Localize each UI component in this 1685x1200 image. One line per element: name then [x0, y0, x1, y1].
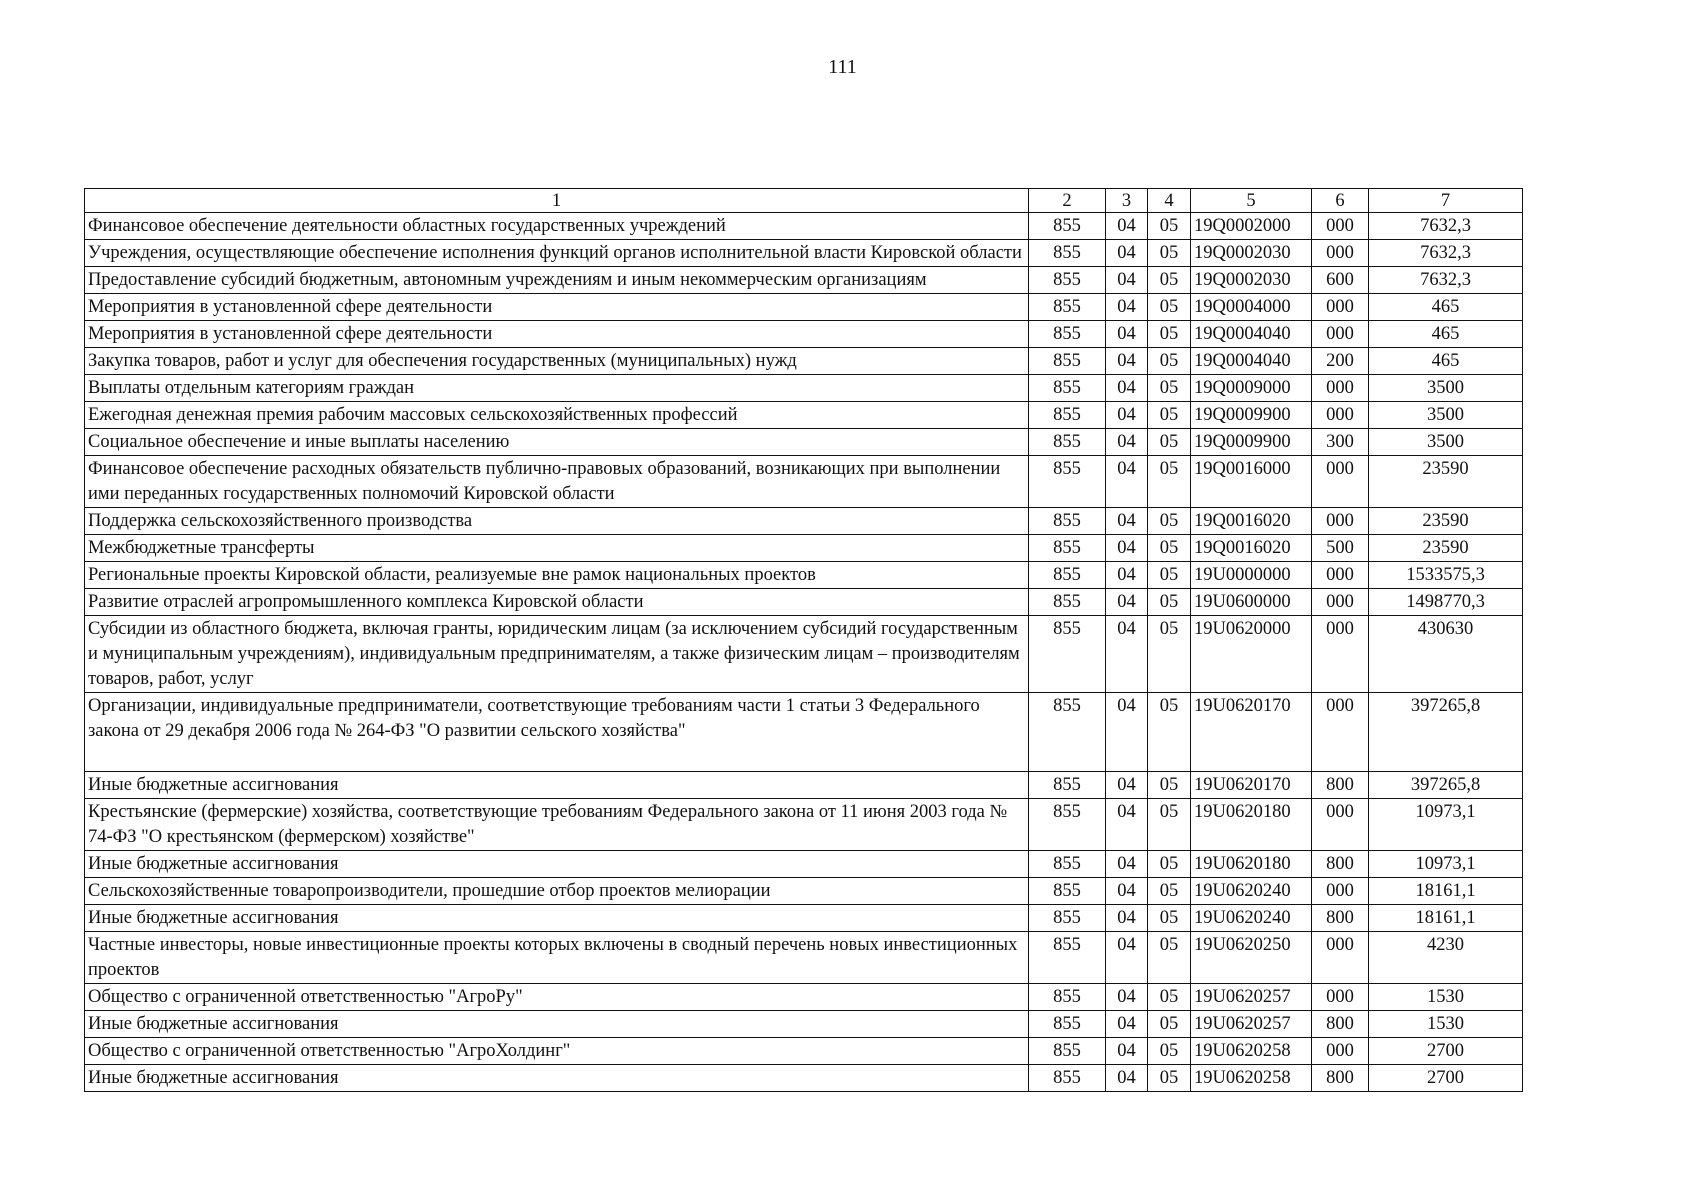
row-target-article: 19Q0002030	[1191, 240, 1312, 267]
row-expense-type: 300	[1312, 429, 1369, 456]
row-section: 04	[1106, 1038, 1148, 1065]
row-name: Мероприятия в установленной сфере деятельности	[85, 321, 1029, 348]
table-row	[85, 878, 1523, 905]
row-subsection: 05	[1148, 321, 1191, 348]
row-ministry-code: 855	[1029, 562, 1106, 589]
row-section: 04	[1106, 348, 1148, 375]
row-name: Сельскохозяйственные товаропроизводители, прошедшие отбор проектов мелиорации	[85, 878, 1029, 905]
row-subsection: 05	[1148, 1038, 1191, 1065]
row-section: 04	[1106, 984, 1148, 1011]
row-amount: 10973,1	[1369, 851, 1523, 878]
column-header: 5	[1191, 189, 1312, 213]
row-subsection: 05	[1148, 348, 1191, 375]
row-subsection: 05	[1148, 562, 1191, 589]
row-section: 04	[1106, 589, 1148, 616]
row-target-article: 19U0620240	[1191, 878, 1312, 905]
row-ministry-code: 855	[1029, 905, 1106, 932]
row-name: Мероприятия в установленной сфере деятельности	[85, 294, 1029, 321]
table-row	[85, 240, 1523, 267]
row-amount: 465	[1369, 321, 1523, 348]
row-ministry-code: 855	[1029, 402, 1106, 429]
row-ministry-code: 855	[1029, 456, 1106, 508]
row-subsection: 05	[1148, 267, 1191, 294]
row-expense-type: 000	[1312, 240, 1369, 267]
row-section: 04	[1106, 616, 1148, 693]
table-row	[85, 562, 1523, 589]
table-row	[85, 851, 1523, 878]
row-section: 04	[1106, 878, 1148, 905]
row-ministry-code: 855	[1029, 616, 1106, 693]
row-section: 04	[1106, 693, 1148, 772]
row-section: 04	[1106, 213, 1148, 240]
column-header: 3	[1106, 189, 1148, 213]
row-target-article: 19Q0004040	[1191, 348, 1312, 375]
row-amount: 1498770,3	[1369, 589, 1523, 616]
row-ministry-code: 855	[1029, 1065, 1106, 1092]
row-ministry-code: 855	[1029, 693, 1106, 772]
row-name: Иные бюджетные ассигнования	[85, 905, 1029, 932]
row-ministry-code: 855	[1029, 321, 1106, 348]
row-amount: 2700	[1369, 1038, 1523, 1065]
row-ministry-code: 855	[1029, 878, 1106, 905]
row-amount: 1533575,3	[1369, 562, 1523, 589]
row-name: Межбюджетные трансферты	[85, 535, 1029, 562]
row-expense-type: 600	[1312, 267, 1369, 294]
row-amount: 23590	[1369, 456, 1523, 508]
row-amount: 465	[1369, 294, 1523, 321]
row-target-article: 19Q0009900	[1191, 429, 1312, 456]
row-name: Социальное обеспечение и иные выплаты населению	[85, 429, 1029, 456]
row-name: Учреждения, осуществляющие обеспечение исполнения функций органов исполнительной власти Кировской области	[85, 240, 1029, 267]
row-expense-type: 000	[1312, 799, 1369, 851]
row-target-article: 19U0620180	[1191, 799, 1312, 851]
row-target-article: 19U0620000	[1191, 616, 1312, 693]
row-expense-type: 000	[1312, 375, 1369, 402]
row-subsection: 05	[1148, 799, 1191, 851]
row-subsection: 05	[1148, 294, 1191, 321]
row-section: 04	[1106, 535, 1148, 562]
row-section: 04	[1106, 294, 1148, 321]
header-row	[85, 189, 1523, 213]
table-row	[85, 772, 1523, 799]
row-section: 04	[1106, 508, 1148, 535]
table-row	[85, 213, 1523, 240]
row-amount: 18161,1	[1369, 878, 1523, 905]
row-amount: 3500	[1369, 375, 1523, 402]
row-ministry-code: 855	[1029, 535, 1106, 562]
table-row	[85, 905, 1523, 932]
row-subsection: 05	[1148, 905, 1191, 932]
row-ministry-code: 855	[1029, 267, 1106, 294]
row-target-article: 19Q0016000	[1191, 456, 1312, 508]
row-ministry-code: 855	[1029, 240, 1106, 267]
row-name: Крестьянские (фермерские) хозяйства, соответствующие требованиям Федерального закона от 11 июня 2003 года № 74-ФЗ "О крестьянском (фермерском) хозяйстве"	[85, 799, 1029, 851]
row-expense-type: 000	[1312, 294, 1369, 321]
row-ministry-code: 855	[1029, 348, 1106, 375]
row-expense-type: 000	[1312, 616, 1369, 693]
row-amount: 18161,1	[1369, 905, 1523, 932]
table-row	[85, 294, 1523, 321]
row-target-article: 19Q0002000	[1191, 213, 1312, 240]
row-amount: 7632,3	[1369, 240, 1523, 267]
row-ministry-code: 855	[1029, 589, 1106, 616]
table-row	[85, 1038, 1523, 1065]
row-name: Выплаты отдельным категориям граждан	[85, 375, 1029, 402]
table-row	[85, 799, 1523, 851]
table-row	[85, 693, 1523, 772]
row-subsection: 05	[1148, 240, 1191, 267]
table-row	[85, 616, 1523, 693]
row-subsection: 05	[1148, 535, 1191, 562]
row-expense-type: 800	[1312, 905, 1369, 932]
row-target-article: 19U0620240	[1191, 905, 1312, 932]
row-ministry-code: 855	[1029, 984, 1106, 1011]
row-expense-type: 000	[1312, 456, 1369, 508]
row-expense-type: 800	[1312, 772, 1369, 799]
row-expense-type: 000	[1312, 213, 1369, 240]
row-target-article: 19Q0016020	[1191, 535, 1312, 562]
row-section: 04	[1106, 932, 1148, 984]
row-ministry-code: 855	[1029, 294, 1106, 321]
row-target-article: 19Q0016020	[1191, 508, 1312, 535]
row-amount: 7632,3	[1369, 213, 1523, 240]
row-subsection: 05	[1148, 375, 1191, 402]
row-section: 04	[1106, 1065, 1148, 1092]
table-row	[85, 429, 1523, 456]
row-subsection: 05	[1148, 878, 1191, 905]
page-number: 111	[828, 56, 857, 78]
row-section: 04	[1106, 240, 1148, 267]
row-section: 04	[1106, 851, 1148, 878]
row-ministry-code: 855	[1029, 851, 1106, 878]
table-row	[85, 1011, 1523, 1038]
row-ministry-code: 855	[1029, 772, 1106, 799]
row-name: Общество с ограниченной ответственностью "АгроРу"	[85, 984, 1029, 1011]
row-target-article: 19U0000000	[1191, 562, 1312, 589]
row-expense-type: 500	[1312, 535, 1369, 562]
row-expense-type: 000	[1312, 878, 1369, 905]
row-section: 04	[1106, 1011, 1148, 1038]
row-ministry-code: 855	[1029, 1011, 1106, 1038]
row-expense-type: 000	[1312, 693, 1369, 772]
row-section: 04	[1106, 799, 1148, 851]
row-target-article: 19Q0009000	[1191, 375, 1312, 402]
row-target-article: 19U0620257	[1191, 1011, 1312, 1038]
table-row	[85, 508, 1523, 535]
row-subsection: 05	[1148, 508, 1191, 535]
row-name: Иные бюджетные ассигнования	[85, 1011, 1029, 1038]
row-ministry-code: 855	[1029, 932, 1106, 984]
row-name: Ежегодная денежная премия рабочим массовых сельскохозяйственных профессий	[85, 402, 1029, 429]
row-expense-type: 000	[1312, 984, 1369, 1011]
row-section: 04	[1106, 456, 1148, 508]
table-row	[85, 456, 1523, 508]
row-name: Иные бюджетные ассигнования	[85, 851, 1029, 878]
row-section: 04	[1106, 905, 1148, 932]
row-expense-type: 200	[1312, 348, 1369, 375]
row-amount: 4230	[1369, 932, 1523, 984]
row-section: 04	[1106, 267, 1148, 294]
row-amount: 3500	[1369, 402, 1523, 429]
row-expense-type: 800	[1312, 1011, 1369, 1038]
row-subsection: 05	[1148, 932, 1191, 984]
column-header: 4	[1148, 189, 1191, 213]
table-row	[85, 1065, 1523, 1092]
row-section: 04	[1106, 429, 1148, 456]
row-expense-type: 000	[1312, 932, 1369, 984]
table-row	[85, 932, 1523, 984]
row-amount: 23590	[1369, 535, 1523, 562]
row-subsection: 05	[1148, 772, 1191, 799]
row-amount: 10973,1	[1369, 799, 1523, 851]
table-row	[85, 984, 1523, 1011]
table-row	[85, 267, 1523, 294]
table-row	[85, 589, 1523, 616]
row-amount: 397265,8	[1369, 693, 1523, 772]
row-expense-type: 800	[1312, 851, 1369, 878]
table-row	[85, 321, 1523, 348]
column-header: 1	[85, 189, 1029, 213]
row-section: 04	[1106, 375, 1148, 402]
row-target-article: 19Q0004000	[1191, 294, 1312, 321]
row-ministry-code: 855	[1029, 799, 1106, 851]
row-amount: 3500	[1369, 429, 1523, 456]
row-name: Частные инвесторы, новые инвестиционные проекты которых включены в сводный перечень новых инвестиционных проектов	[85, 932, 1029, 984]
column-header: 6	[1312, 189, 1369, 213]
column-header: 7	[1369, 189, 1523, 213]
row-amount: 23590	[1369, 508, 1523, 535]
row-subsection: 05	[1148, 693, 1191, 772]
row-target-article: 19U0620258	[1191, 1038, 1312, 1065]
row-amount: 397265,8	[1369, 772, 1523, 799]
row-subsection: 05	[1148, 984, 1191, 1011]
row-subsection: 05	[1148, 456, 1191, 508]
row-expense-type: 000	[1312, 402, 1369, 429]
row-subsection: 05	[1148, 616, 1191, 693]
row-target-article: 19Q0009900	[1191, 402, 1312, 429]
row-subsection: 05	[1148, 429, 1191, 456]
table-row	[85, 535, 1523, 562]
row-target-article: 19U0600000	[1191, 589, 1312, 616]
row-target-article: 19U0620250	[1191, 932, 1312, 984]
row-name: Предоставление субсидий бюджетным, автономным учреждениям и иным некоммерческим организациям	[85, 267, 1029, 294]
row-ministry-code: 855	[1029, 508, 1106, 535]
budget-table	[84, 188, 1523, 1092]
row-name: Субсидии из областного бюджета, включая гранты, юридическим лицам (за исключением субсидий государственным и муниципальным учреждениям), индивидуальным предпринимателям, а также физическим лицам – производителям товаров, работ, услуг	[85, 616, 1029, 693]
row-target-article: 19U0620170	[1191, 693, 1312, 772]
row-subsection: 05	[1148, 1011, 1191, 1038]
row-name: Организации, индивидуальные предприниматели, соответствующие требованиям части 1 статьи 3 Федерального закона от 29 декабря 2006 года № 264-ФЗ "О развитии сельского хозяйства"	[85, 693, 1029, 772]
table-row	[85, 402, 1523, 429]
row-target-article: 19U0620257	[1191, 984, 1312, 1011]
row-name: Иные бюджетные ассигнования	[85, 1065, 1029, 1092]
row-ministry-code: 855	[1029, 429, 1106, 456]
row-section: 04	[1106, 321, 1148, 348]
row-name: Закупка товаров, работ и услуг для обеспечения государственных (муниципальных) нужд	[85, 348, 1029, 375]
row-section: 04	[1106, 402, 1148, 429]
row-expense-type: 000	[1312, 1038, 1369, 1065]
row-ministry-code: 855	[1029, 375, 1106, 402]
row-subsection: 05	[1148, 851, 1191, 878]
row-subsection: 05	[1148, 402, 1191, 429]
row-target-article: 19U0620170	[1191, 772, 1312, 799]
row-target-article: 19U0620258	[1191, 1065, 1312, 1092]
table-row	[85, 348, 1523, 375]
row-expense-type: 000	[1312, 321, 1369, 348]
row-amount: 7632,3	[1369, 267, 1523, 294]
row-ministry-code: 855	[1029, 1038, 1106, 1065]
row-name: Поддержка сельскохозяйственного производства	[85, 508, 1029, 535]
row-name: Общество с ограниченной ответственностью "АгроХолдинг"	[85, 1038, 1029, 1065]
row-target-article: 19Q0004040	[1191, 321, 1312, 348]
row-amount: 1530	[1369, 1011, 1523, 1038]
row-target-article: 19U0620180	[1191, 851, 1312, 878]
row-name: Развитие отраслей агропромышленного комплекса Кировской области	[85, 589, 1029, 616]
row-name: Финансовое обеспечение деятельности областных государственных учреждений	[85, 213, 1029, 240]
row-subsection: 05	[1148, 1065, 1191, 1092]
row-amount: 465	[1369, 348, 1523, 375]
table-row	[85, 375, 1523, 402]
row-expense-type: 000	[1312, 562, 1369, 589]
row-name: Иные бюджетные ассигнования	[85, 772, 1029, 799]
row-expense-type: 000	[1312, 508, 1369, 535]
row-name: Финансовое обеспечение расходных обязательств публично-правовых образований, возникающих при выполнении ими переданных государственных полномочий Кировской области	[85, 456, 1029, 508]
row-amount: 2700	[1369, 1065, 1523, 1092]
row-section: 04	[1106, 562, 1148, 589]
row-subsection: 05	[1148, 589, 1191, 616]
row-expense-type: 000	[1312, 589, 1369, 616]
row-ministry-code: 855	[1029, 213, 1106, 240]
row-amount: 430630	[1369, 616, 1523, 693]
row-target-article: 19Q0002030	[1191, 267, 1312, 294]
row-name: Региональные проекты Кировской области, реализуемые вне рамок национальных проектов	[85, 562, 1029, 589]
row-expense-type: 800	[1312, 1065, 1369, 1092]
column-header: 2	[1029, 189, 1106, 213]
row-amount: 1530	[1369, 984, 1523, 1011]
row-section: 04	[1106, 772, 1148, 799]
row-subsection: 05	[1148, 213, 1191, 240]
